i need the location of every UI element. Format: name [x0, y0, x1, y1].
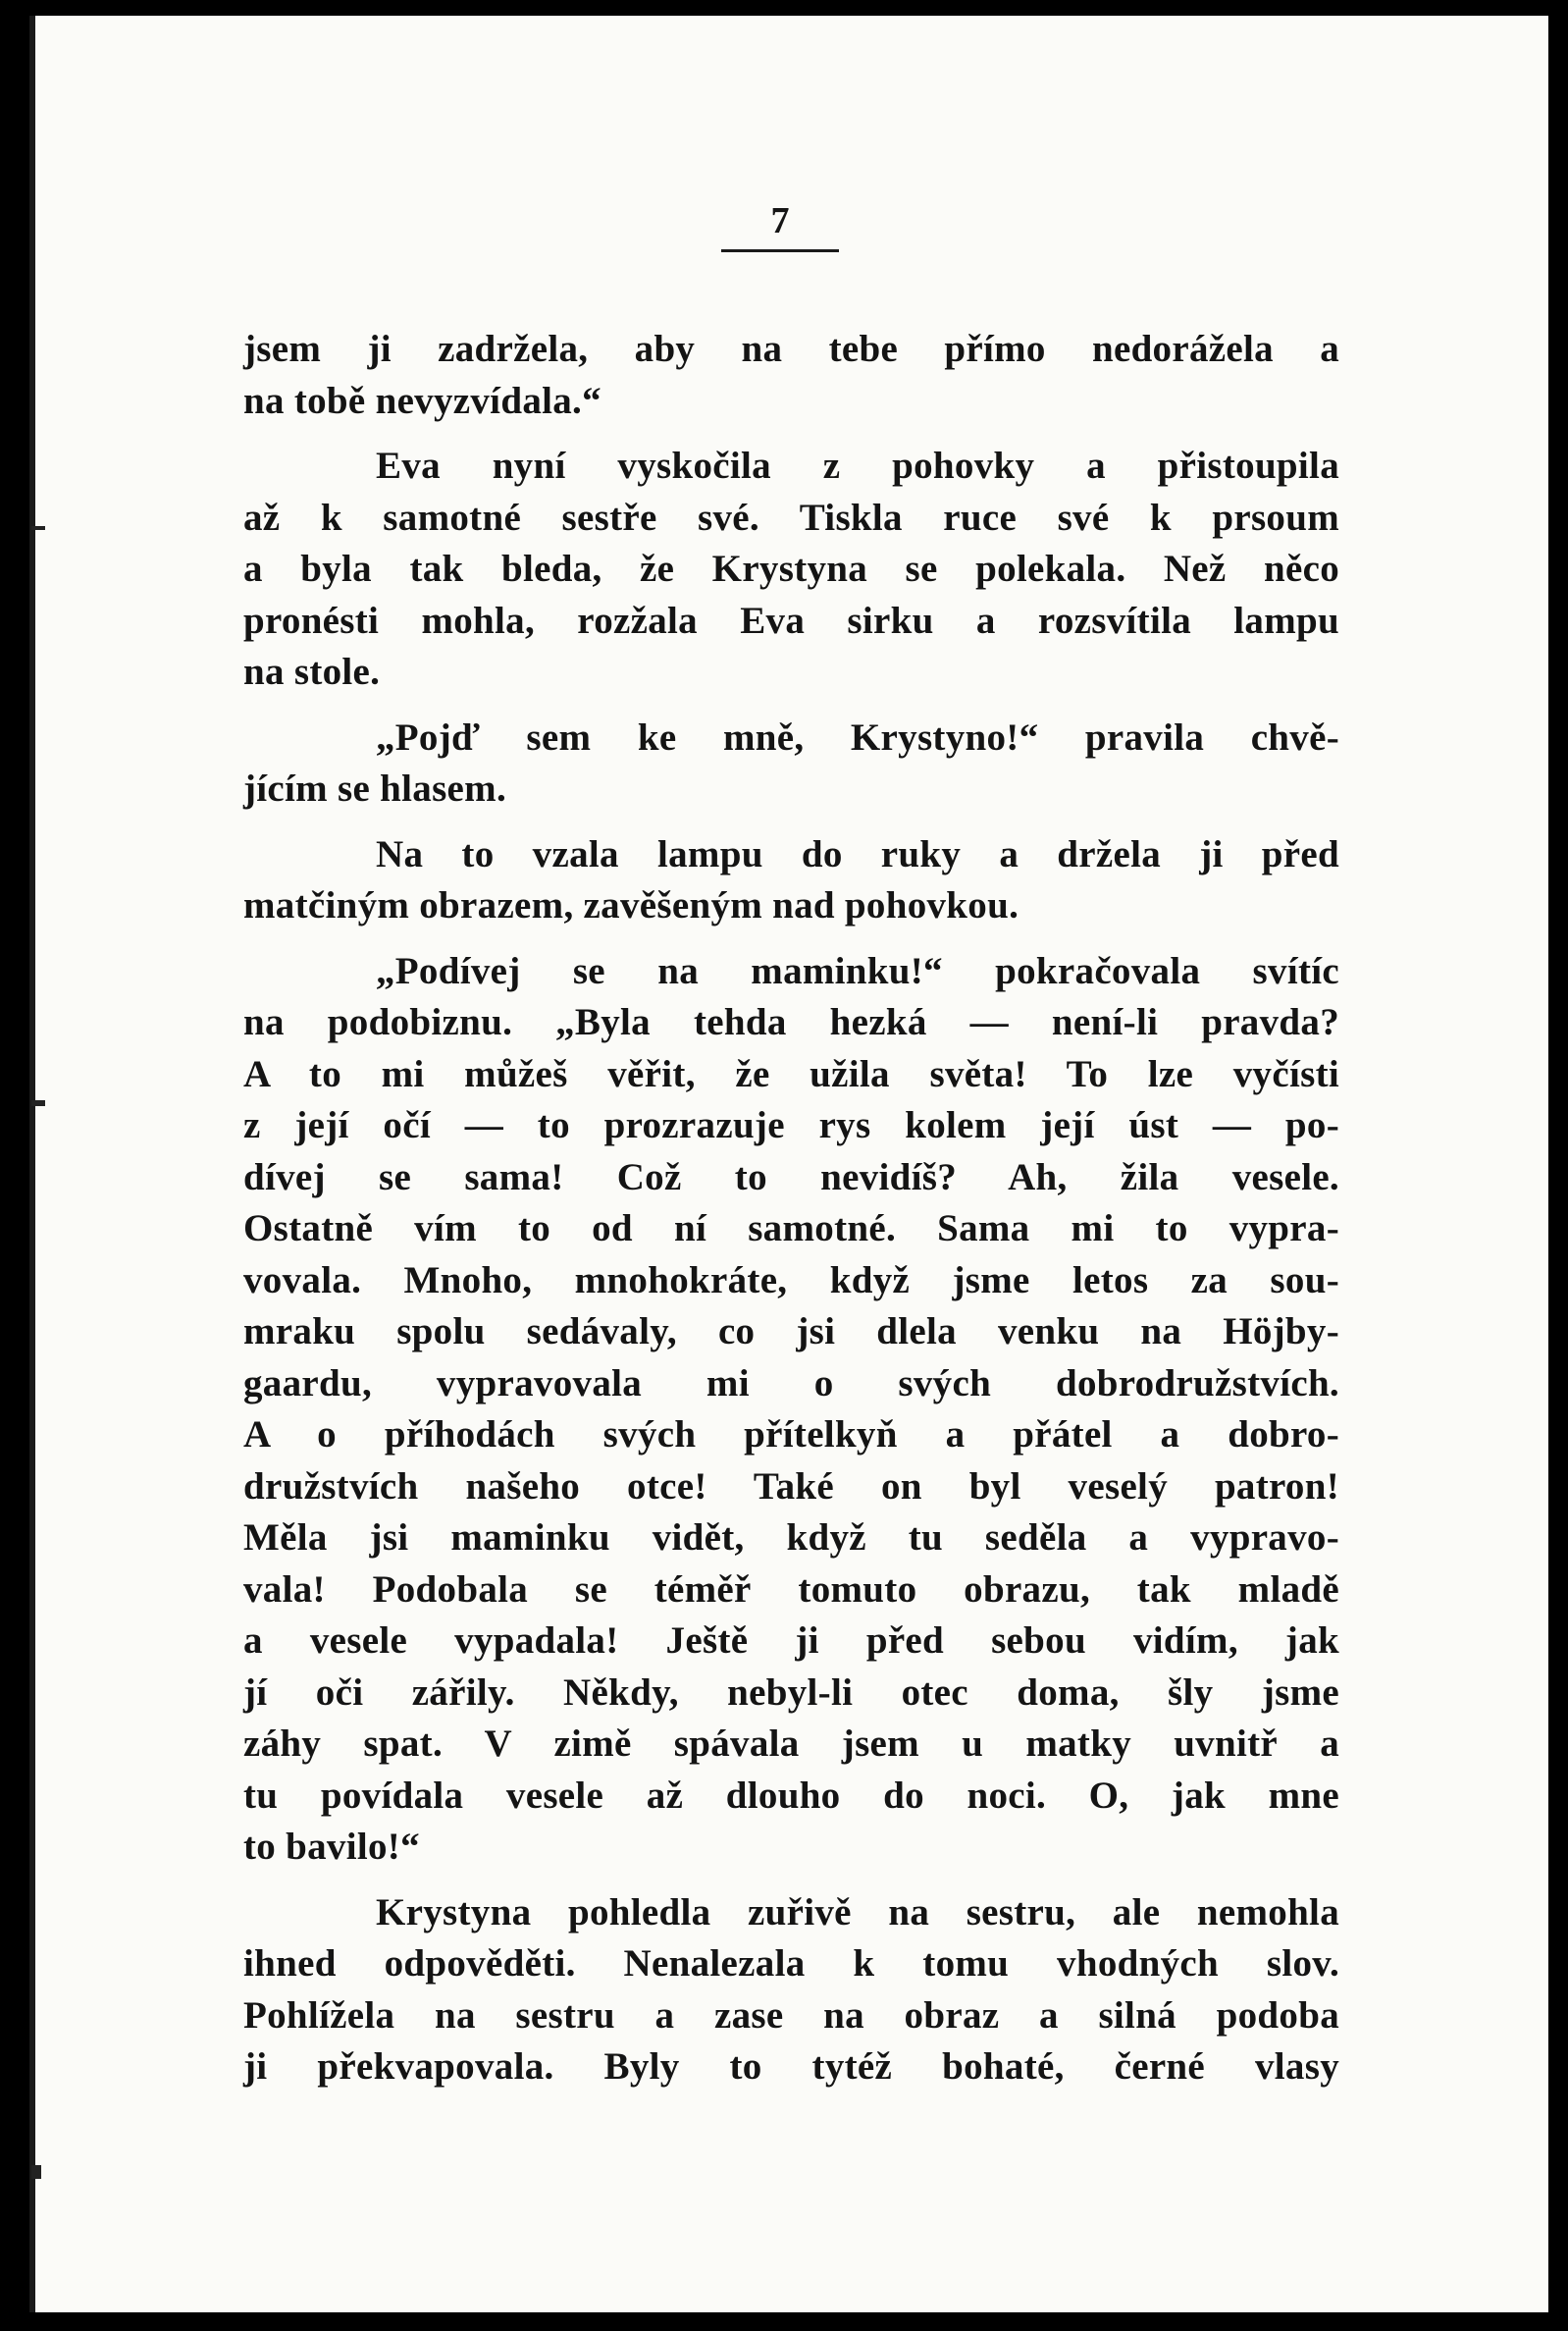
margin-mark — [31, 1100, 45, 1106]
text-line: Na to vzala lampu do ruky a držela ji před — [376, 832, 1339, 875]
text-line: matčiným obrazem, zavěšeným nad pohovkou. — [243, 884, 1019, 927]
header-rule — [721, 249, 839, 252]
text-line: dívej se sama! Což to nevidíš? Ah, žila vesele. — [243, 1155, 1339, 1198]
margin-mark — [31, 2165, 41, 2179]
text-line: to bavilo!“ — [243, 1826, 420, 1868]
text-line: tu povídala vesele až dlouho do noci. O, jak mne — [243, 1774, 1339, 1817]
text-line: vala! Podobala se téměř tomuto obrazu, tak mladě — [243, 1567, 1339, 1611]
text-line: Měla jsi maminku vidět, když tu seděla a vypravo- — [243, 1516, 1339, 1559]
page-header — [721, 198, 839, 252]
text-line: „Pojď sem ke mně, Krystyno!“ pravila chvě- — [376, 715, 1339, 759]
text-line: jícím se hlasem. — [243, 768, 506, 810]
text-line: a byla tak bleda, že Krystyna se polekala. Než něco — [243, 548, 1339, 590]
text-line: ji překvapovala. Byly to tytéž bohaté, černé vlasy — [243, 2045, 1339, 2088]
text-line: gaardu, vypravovala mi o svých dobrodružstvích. — [243, 1361, 1339, 1404]
text-line: Ostatně vím to od ní samotné. Sama mi to vypra- — [243, 1207, 1339, 1249]
text-line: A to mi můžeš věřit, že užila světa! To lze vyčísti — [243, 1052, 1339, 1095]
text-line: jí oči zářily. Někdy, nebyl-li otec doma, šly jsme — [243, 1670, 1339, 1714]
text-line: družstvích našeho otce! Také on byl veselý patron! — [243, 1464, 1339, 1508]
text-line: na tobě nevyzvídala.“ — [243, 379, 601, 422]
text-line: jsem ji zadržela, aby na tebe přímo nedorážela a — [243, 328, 1339, 370]
text-line: až k samotné sestře své. Tiskla ruce své k prsoum — [243, 496, 1339, 539]
margin-mark — [31, 526, 45, 530]
book-page — [29, 16, 1548, 2312]
text-line: Eva nyní vyskočila z pohovky a přistoupila — [376, 445, 1339, 487]
text-line: Pohlížela na sestru a zase na obraz a silná podoba — [243, 1993, 1339, 2037]
body-text — [243, 324, 1339, 2093]
text-line: ihned odpověděti. Nenalezala k tomu vhodných slov. — [243, 1942, 1339, 1985]
text-line: pronésti mohla, rozžala Eva sirku a rozsvítila lampu — [243, 599, 1339, 642]
text-line: a vesele vypadala! Ještě ji před sebou vidím, jak — [243, 1619, 1339, 1662]
page-number: 7 — [770, 200, 790, 241]
text-line: mraku spolu sedávaly, co jsi dlela venku na Höjby- — [243, 1310, 1339, 1352]
text-line: záhy spat. V zimě spávala jsem u matky uvnitř a — [243, 1722, 1339, 1765]
text-line: vovala. Mnoho, mnohokráte, když jsme letos za sou- — [243, 1258, 1339, 1301]
text-line: Krystyna pohledla zuřivě na sestru, ale nemohla — [376, 1890, 1339, 1934]
text-line: A o příhodách svých přítelkyň a přátel a dobro- — [243, 1413, 1339, 1456]
text-line: na stole. — [243, 651, 381, 693]
text-line: „Podívej se na maminku!“ pokračovala svítíc — [376, 949, 1339, 992]
binding-edge — [29, 16, 35, 2312]
text-line: z její očí — to prozrazuje rys kolem její úst — po- — [243, 1104, 1339, 1146]
text-line: na podobiznu. „Byla tehda hezká — není-li pravda? — [243, 1001, 1339, 1043]
